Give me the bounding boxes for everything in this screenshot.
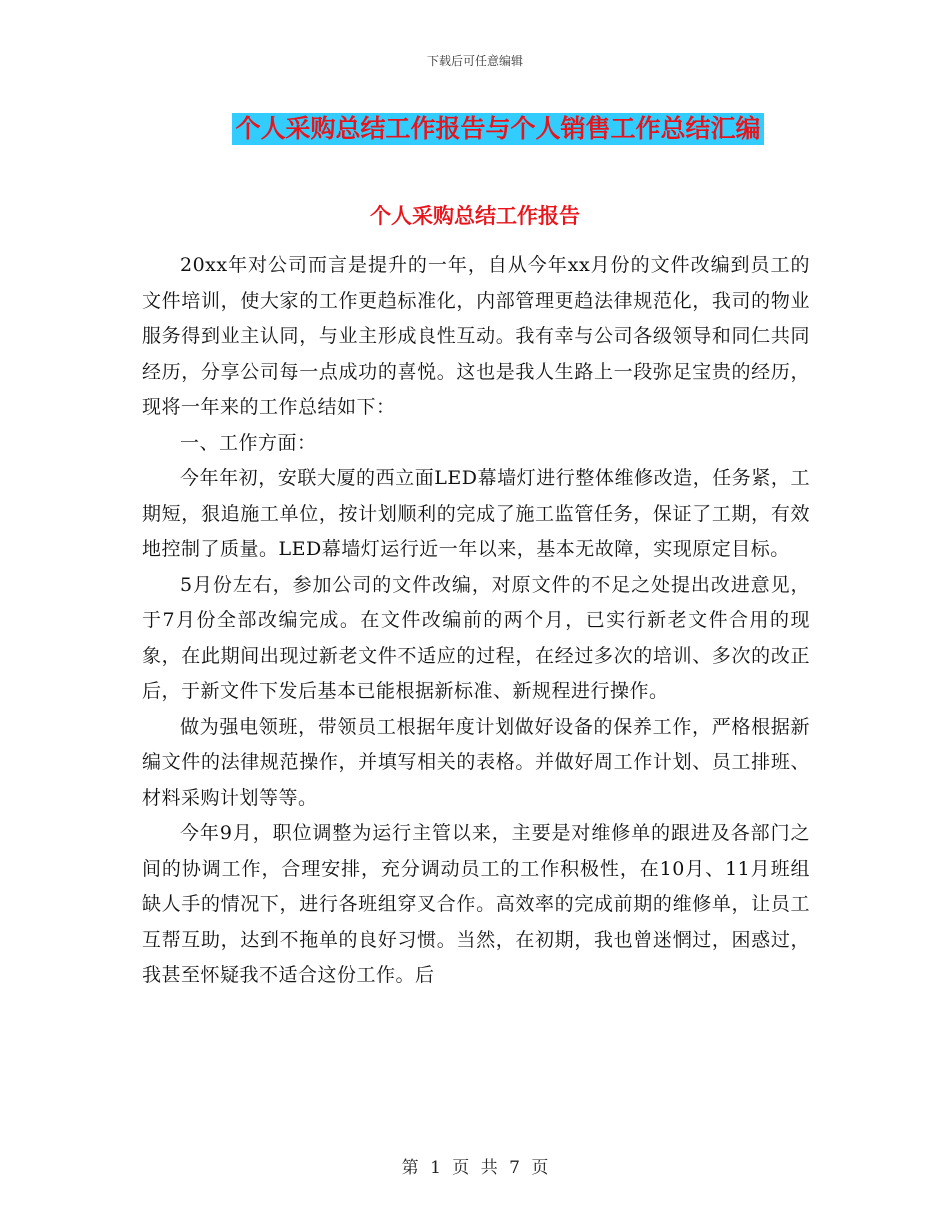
section-title: 个人采购总结工作报告 xyxy=(370,203,580,228)
paragraph-led-renovation: 今年年初，安联大厦的西立面LED幕墙灯进行整体维修改造，任务紧，工期短，狠追施工单位，按计划顺利的完成了施工监管任务，保证了工期，有效地控制了质量。LED幕墙灯运行近一年以来，基本无故障，实现原定目标。 xyxy=(142,467,810,560)
header-note: 下载后可任意编辑 xyxy=(426,54,523,68)
page-number: 第 1 页 共 7 页 xyxy=(401,1158,549,1178)
paragraph-supervisor: 今年9月，职位调整为运行主管以来，主要是对维修单的跟进及各部门之间的协调工作，合理安排，充分调动员工的工作积极性，在10月、11月班组缺人手的情况下，进行各班组穿叉合作。高效率的完成前期的维修单，让员工互帮互助，达到不拖单的良好习惯。当然，在初期，我也曾迷惘过，困惑过，我甚至怀疑我不适合这份工作。后 xyxy=(142,822,810,986)
main-title-container xyxy=(0,113,950,145)
paragraph-intro: 20xx年对公司而言是提升的一年，自从今年xx月份的文件改编到员工的文件培训，使大家的工作更趋标准化，内部管理更趋法律规范化，我司的物业服务得到业主认同，与业主形成良性互动。我有幸与公司各级领导和同仁共同经历，分享公司每一点成功的喜悦。这也是我人生路上一段弥足宝贵的经历，现将一年来的工作总结如下： xyxy=(142,254,810,418)
paragraph-heading-work: 一、工作方面： xyxy=(180,431,317,454)
main-title: 个人采购总结工作报告与个人销售工作总结汇编 xyxy=(232,113,763,145)
paragraph-team-lead: 做为强电领班，带领员工根据年度计划做好设备的保养工作，严格根据新编文件的法律规范操作，并填写相关的表格。并做好周工作计划、员工排班、材料采购计划等等。 xyxy=(142,715,810,809)
paragraph-document-revision: 5月份左右，参加公司的文件改编，对原文件的不足之处提出改进意见，于7月份全部改编完成。在文件改编前的两个月，已实行新老文件合用的现象，在此期间出现过新老文件不适应的过程，在经过多次的培训、多次的改正后，于新文件下发后基本已能根据新标准、新规程进行操作。 xyxy=(142,573,810,702)
document-body xyxy=(142,248,810,994)
